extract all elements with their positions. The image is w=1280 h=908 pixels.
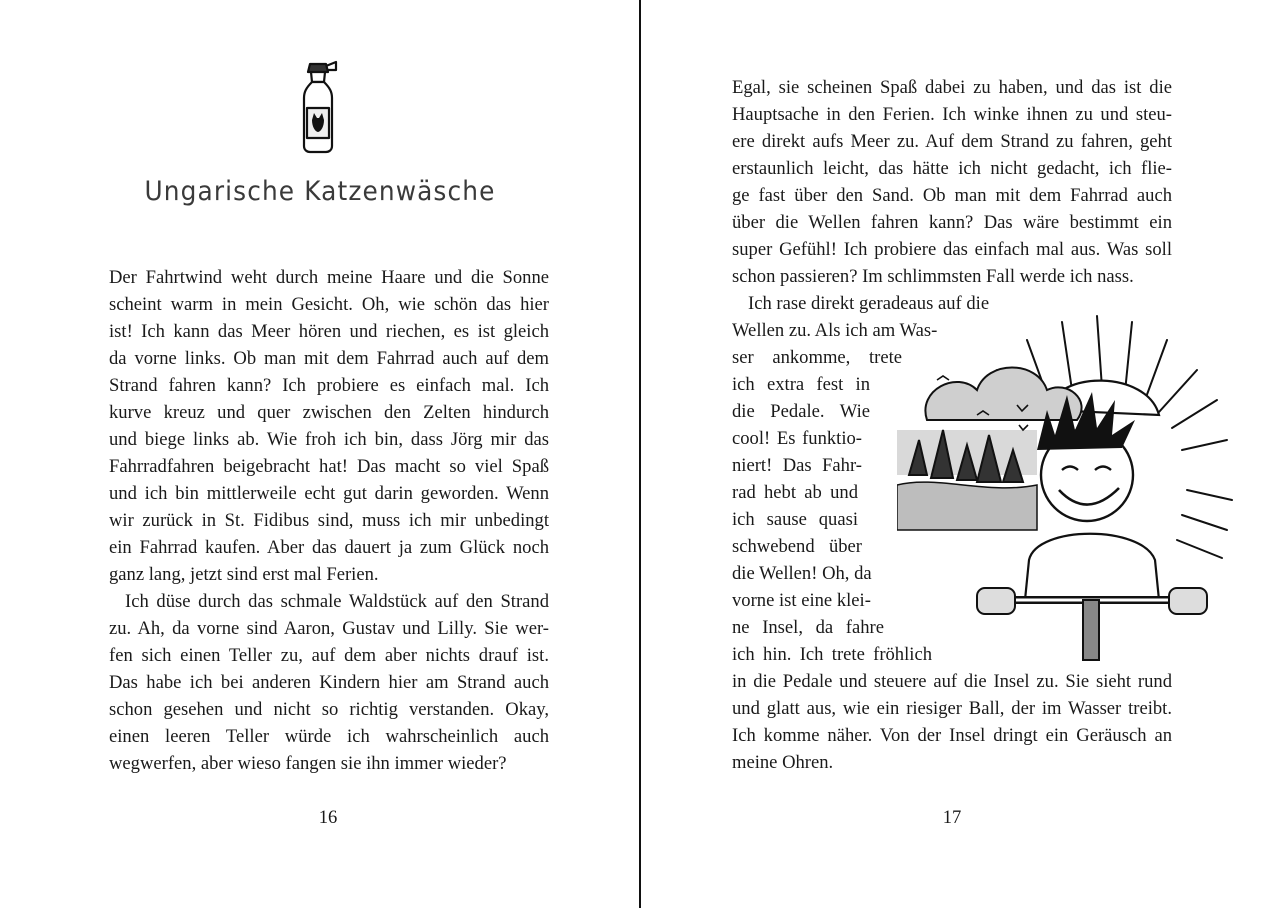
text-line: über die Wellen fahren kann? Das wäre bestimmt ein (732, 212, 1172, 233)
text-line: Ich komme näher. Von der Insel dringt ein Geräusch an (732, 725, 1172, 746)
spray-bottle-icon (296, 58, 340, 156)
text-line: rad hebt ab und (732, 482, 858, 503)
text-line: ein Fahrrad kaufen. Aber das dauert ja zum Glück noch (109, 537, 549, 558)
text-line: scheint warm in mein Gesicht. Oh, wie schön das hier (109, 294, 549, 315)
text-line: ich extra fest in (732, 374, 870, 395)
page-number-right: 17 (942, 807, 962, 828)
text-line: und biege links ab. Wie froh ich bin, dass Jörg mir das (109, 429, 549, 450)
text-line: ge fast über den Sand. Ob man mit dem Fahrrad auch (732, 185, 1172, 206)
text-line: erstaunlich leicht, das hätte ich nicht gedacht, ich flie- (732, 158, 1172, 179)
text-line: fen sich einen Teller zu, auf dem aber nichts drauf ist. (109, 645, 549, 666)
text-line: Ich rase direkt geradeaus auf die (748, 293, 990, 314)
text-line: Hauptsache in den Ferien. Ich winke ihnen zu und steu- (732, 104, 1172, 125)
text-line: einen leeren Teller würde ich wahrscheinlich auch (109, 726, 549, 747)
text-line: Egal, sie scheinen Spaß dabei zu haben, und das ist die (732, 77, 1172, 98)
text-line: meine Ohren. (732, 752, 834, 773)
text-line: ne Insel, da fahre (732, 617, 884, 638)
text-line: ich hin. Ich trete fröhlich (732, 644, 932, 665)
text-line: Der Fahrtwind weht durch meine Haare und die Sonne (109, 267, 549, 288)
text-line: Wellen zu. Als ich am Was- (732, 320, 938, 341)
text-line: schon passieren? Im schlimmsten Fall werde ich nass. (732, 266, 1134, 287)
chapter-title: Ungarische Katzenwäsche (144, 176, 496, 207)
text-line: wegwerfen, aber wieso fangen sie ihn immer wieder? (109, 753, 507, 774)
text-line: schon gesehen und nicht so richtig verstanden. Okay, (109, 699, 549, 720)
text-line: niert! Das Fahr- (732, 455, 862, 476)
text-line: wir zurück in St. Fidibus sind, muss ich mir unbedingt (109, 510, 549, 531)
text-line: ich sause quasi (732, 509, 858, 530)
text-line: zu. Ah, da vorne sind Aaron, Gustav und Lilly. Sie wer- (109, 618, 549, 639)
text-line: ist! Ich kann das Meer hören und riechen, es ist gleich (109, 321, 549, 342)
text-line: die Wellen! Oh, da (732, 563, 872, 584)
text-line: Fahrradfahren beigebracht hat! Das macht so viel Spaß (109, 456, 549, 477)
right-page (641, 0, 1280, 908)
text-line: und glatt aus, wie ein riesiger Ball, der im Wasser treibt. (732, 698, 1172, 719)
text-line: ganz lang, jetzt sind erst mal Ferien. (109, 564, 379, 585)
text-line: Ich düse durch das schmale Waldstück auf den Strand (125, 591, 549, 612)
boy-on-bicycle-illustration (897, 300, 1257, 670)
text-line: und ich bin mittlerweile echt gut darin geworden. Wenn (109, 483, 549, 504)
text-line: schwebend über (732, 536, 862, 557)
text-line: Das habe ich bei anderen Kindern hier am Strand auch (109, 672, 549, 693)
text-line: ser ankomme, trete (732, 347, 902, 368)
text-line: vorne ist eine klei- (732, 590, 871, 611)
text-line: super Gefühl! Ich probiere das einfach mal aus. Was soll (732, 239, 1172, 260)
text-line: cool! Es funktio- (732, 428, 862, 449)
text-line: kurve kreuz und quer zwischen den Zelten hindurch (109, 402, 549, 423)
text-line: da vorne links. Ob man mit dem Fahrrad auch auf dem (109, 348, 549, 369)
text-line: die Pedale. Wie (732, 401, 870, 422)
text-line: in die Pedale und steuere auf die Insel zu. Sie sieht rund (732, 671, 1172, 692)
text-line: ere direkt aufs Meer zu. Auf dem Strand zu fahren, geht (732, 131, 1172, 152)
page-number-left: 16 (318, 807, 338, 828)
text-line: Strand fahren kann? Ich probiere es einfach mal. Ich (109, 375, 549, 396)
